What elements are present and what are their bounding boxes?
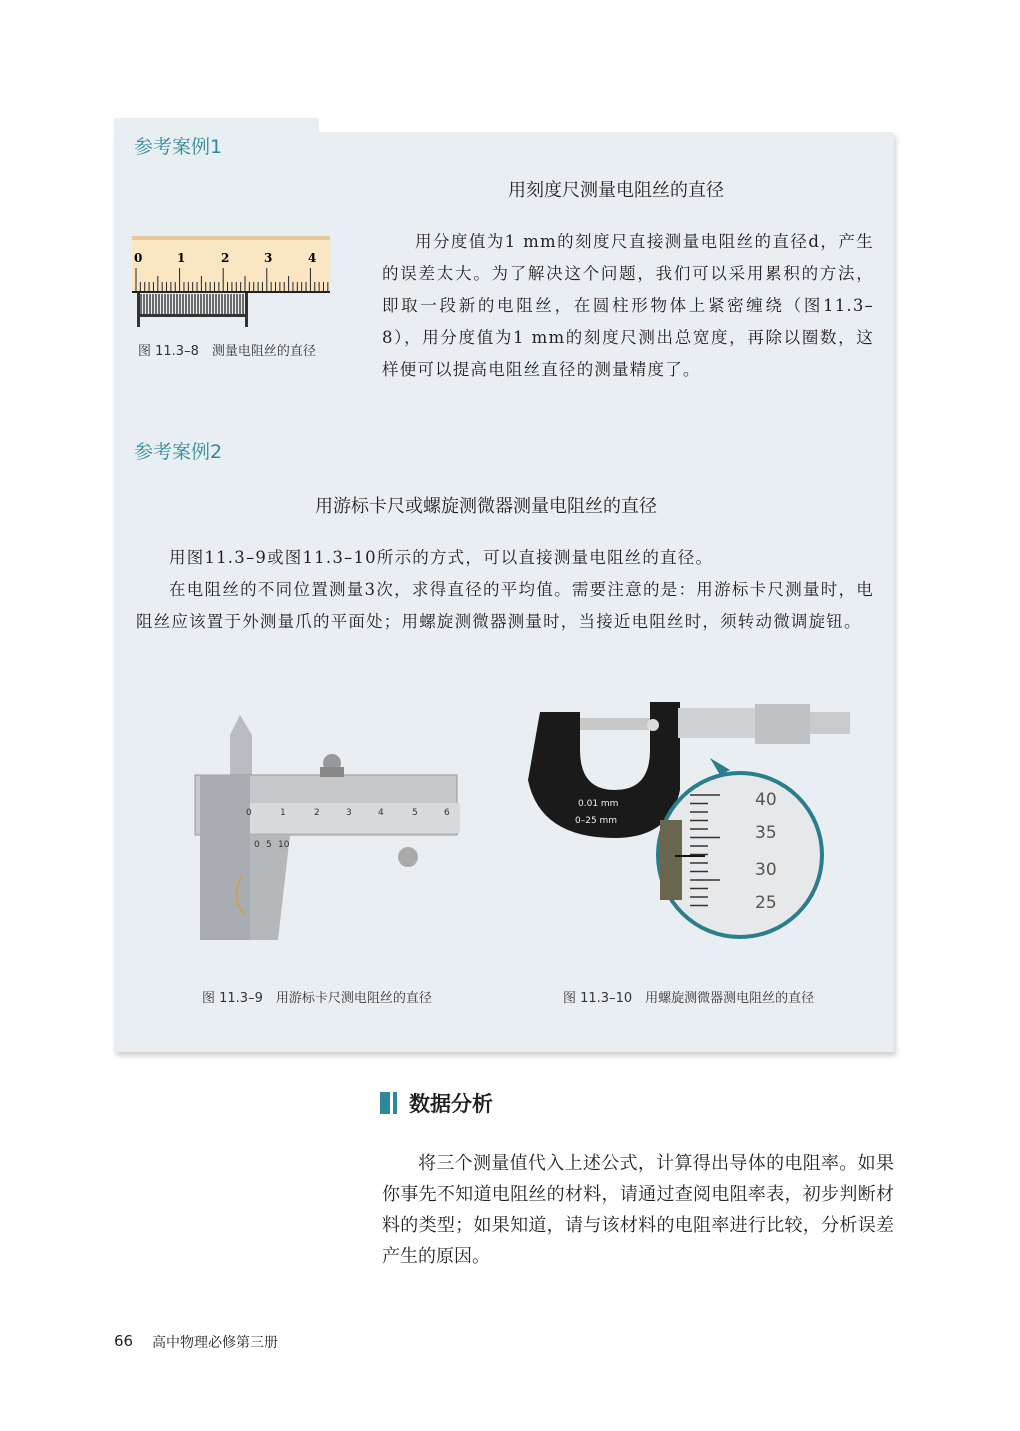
ruler-figure [132,236,332,331]
case1-paragraph: 用分度值为1 mm的刻度尺直接测量电阻丝的直径d，产生的误差太大。为了解决这个问题，我们可以采用累积的方法，即取一段新的电阻丝，在圆柱形物体上紧密缠绕（图11.3–8），用分度值为1 mm的刻度尺测出总宽度，再除以圈数，这样便可以提高电阻丝直径的测量精度了。 [382,232,874,379]
ruler-label: 2 [221,251,230,265]
micrometer-figure [520,690,865,950]
fig9-caption: 图 11.3–9 用游标卡尺测电阻丝的直径 [202,991,432,1006]
vernier-label: 10 [278,840,290,850]
ruler-label: 0 [134,251,143,265]
analysis-text: 将三个测量值代入上述公式，计算得出导体的电阻率。如果你事先不知道电阻丝的材料，请通过查阅电阻率表，初步判断材料的类型；如果知道，请与该材料的电阻率进行比较，分析误差产生的原因。 [382,1153,894,1267]
main-scale-label: 4 [378,808,384,818]
ruler-label: 1 [177,251,186,265]
case2-p1: 用图11.3–9或图11.3–10所示的方式，可以直接测量电阻丝的直径。 [169,548,714,567]
main-scale-label: 5 [412,808,418,818]
section-marker-icon [380,1092,393,1114]
frame-text: 0.01 mm [578,799,619,809]
main-scale-label: 0 [246,808,252,818]
case1-label: 参考案例1 [134,136,223,158]
thimble-label: 25 [755,893,777,913]
vernier-label: 0 [254,840,260,850]
ruler-label: 3 [264,251,273,265]
frame-text: 0–25 mm [575,816,618,826]
case1-title: 用刻度尺测量电阻丝的直径 [508,180,724,201]
vernier-label: 5 [266,840,272,850]
main-scale-label: 2 [314,808,320,818]
case2-title: 用游标卡尺或螺旋测微器测量电阻丝的直径 [315,496,657,517]
case2-p2: 在电阻丝的不同位置测量3次，求得直径的平均值。需要注意的是：用游标卡尺测量时，电阻丝应该置于外测量爪的平面处；用螺旋测微器测量时，当接近电阻丝时，须转动微调旋钮。 [136,580,874,631]
thimble-label: 30 [755,860,777,880]
fig8-caption: 图 11.3–8 测量电阻丝的直径 [138,344,316,359]
main-scale-label: 6 [444,808,450,818]
case2-label: 参考案例2 [134,441,223,463]
vernier-caliper-figure [190,715,460,945]
thimble-label: 35 [755,823,777,843]
ruler-label: 4 [308,251,317,265]
thimble-label: 40 [755,790,777,810]
book-title: 高中物理必修第三册 [152,1335,278,1351]
section-heading-text: 数据分析 [409,1092,493,1116]
page-number: 66 [114,1332,134,1350]
main-scale-label: 1 [280,808,286,818]
fig10-caption: 图 11.3–10 用螺旋测微器测电阻丝的直径 [563,991,815,1006]
main-scale-label: 3 [346,808,352,818]
section-heading [380,1088,493,1118]
